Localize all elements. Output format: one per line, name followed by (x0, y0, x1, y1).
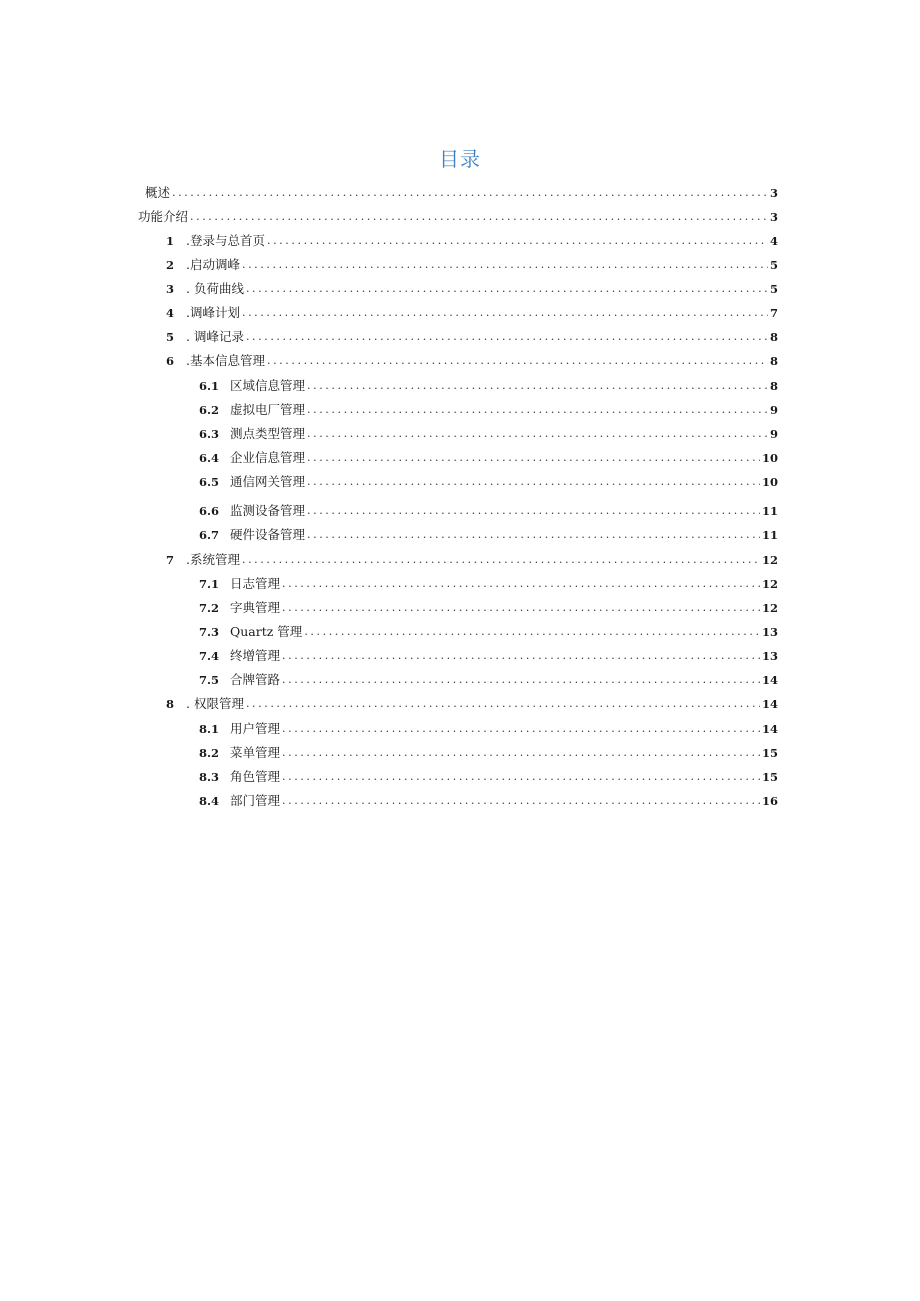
toc-entry[interactable] (138, 207, 778, 227)
toc-entry-label: 通信网关管理 (230, 474, 306, 489)
toc-entry-label: .登录与总首页 (186, 233, 265, 248)
toc-entry-page-number: 15 (761, 770, 778, 784)
toc-entry-number: 2 (166, 258, 175, 272)
toc-entry[interactable] (199, 574, 778, 594)
toc-entry-label: .调峰计划 (186, 305, 240, 320)
toc-entry[interactable] (199, 598, 778, 618)
toc-entry[interactable] (199, 501, 778, 521)
toc-entry[interactable] (199, 791, 778, 811)
toc-entry-label: 概述 (145, 185, 171, 200)
toc-entry-page-number: 16 (761, 794, 778, 808)
toc-entry-label: 合牌管路 (230, 672, 281, 687)
toc-entry-page-number: 8 (769, 379, 778, 393)
toc-entry[interactable] (166, 694, 778, 714)
toc-entry-label: 区域信息管理 (230, 378, 306, 393)
toc-leader-dots (302, 622, 760, 642)
toc-entry-page-number: 12 (761, 553, 778, 567)
toc-entry[interactable] (166, 231, 778, 251)
toc-leader-dots (240, 255, 768, 275)
toc-entry-page-number: 10 (761, 475, 778, 489)
toc-entry-page-number: 4 (769, 234, 778, 248)
toc-entry-label: 硬件设备管理 (230, 527, 306, 542)
toc-entry-number: 4 (166, 306, 175, 320)
toc-entry-label: 角色管理 (230, 769, 281, 784)
toc-entry-number: 7.1 (199, 577, 220, 591)
toc-entry-number: 6.5 (199, 475, 220, 489)
toc-entry-page-number: 14 (761, 722, 778, 736)
toc-entry-page-number: 12 (761, 601, 778, 615)
toc-entry-page-number: 5 (769, 258, 778, 272)
toc-entry-number: 8 (166, 697, 175, 711)
toc-leader-dots (305, 424, 768, 444)
toc-entry-page-number: 3 (769, 210, 778, 224)
toc-title: 目录 (439, 147, 481, 171)
toc-entry[interactable] (166, 255, 778, 275)
toc-entry-number: 8.2 (199, 746, 220, 760)
toc-entry[interactable] (145, 183, 778, 203)
toc-entry-page-number: 14 (761, 697, 778, 711)
toc-entry[interactable] (166, 550, 778, 570)
toc-entry-label: . 权限管理 (186, 696, 244, 711)
toc-entry[interactable] (199, 719, 778, 739)
toc-leader-dots (240, 303, 768, 323)
toc-entry-number: 8.4 (199, 794, 220, 808)
toc-entry-page-number: 15 (761, 746, 778, 760)
toc-entry-number: 7 (166, 553, 175, 567)
toc-entry-label: 虚拟电厂管理 (230, 402, 306, 417)
toc-entry-number: 7.4 (199, 649, 220, 663)
toc-entry[interactable] (199, 646, 778, 666)
toc-entry-page-number: 8 (769, 354, 778, 368)
toc-entry-page-number: 5 (769, 282, 778, 296)
toc-entry-page-number: 11 (761, 504, 778, 518)
toc-leader-dots (305, 400, 768, 420)
toc-entry-label: 企业信息管理 (230, 450, 306, 465)
toc-leader-dots (305, 448, 760, 468)
toc-entry-page-number: 10 (761, 451, 778, 465)
toc-leader-dots (265, 351, 768, 371)
toc-entry-number: 6.7 (199, 528, 220, 542)
toc-entry-page-number: 13 (761, 649, 778, 663)
toc-entry-label: .启动调峰 (186, 257, 240, 272)
toc-leader-dots (280, 767, 760, 787)
toc-entry[interactable] (166, 279, 778, 299)
toc-entry-number: 3 (166, 282, 175, 296)
toc-entry-label: .基本信息管理 (186, 353, 265, 368)
toc-leader-dots (280, 574, 760, 594)
toc-entry[interactable] (199, 400, 778, 420)
toc-entry-number: 6 (166, 354, 175, 368)
toc-leader-dots (188, 207, 768, 227)
toc-leader-dots (170, 183, 768, 203)
toc-entry-label: .系统管理 (186, 552, 240, 567)
toc-leader-dots (305, 525, 760, 545)
toc-entry-label: . 调峰记录 (186, 329, 244, 344)
toc-entry-number: 8.3 (199, 770, 220, 784)
toc-entry[interactable] (199, 670, 778, 690)
toc-entry-label: Quartz 管理 (230, 624, 303, 639)
toc-leader-dots (265, 231, 768, 251)
toc-entry-number: 6.6 (199, 504, 220, 518)
toc-leader-dots (280, 743, 760, 763)
toc-entry-page-number: 13 (761, 625, 778, 639)
toc-entry-number: 1 (166, 234, 175, 248)
toc-entry-label: 测点类型管理 (230, 426, 306, 441)
toc-entry-label: 字典管理 (230, 600, 281, 615)
toc-entry-number: 7.3 (199, 625, 220, 639)
toc-entry-label: 日志管理 (230, 576, 281, 591)
toc-entry-number: 6.2 (199, 403, 220, 417)
toc-entry-page-number: 9 (769, 403, 778, 417)
toc-leader-dots (244, 327, 768, 347)
toc-leader-dots (280, 670, 760, 690)
toc-entry-page-number: 9 (769, 427, 778, 441)
toc-entry[interactable] (199, 525, 778, 545)
toc-entry-number: 7.5 (199, 673, 220, 687)
toc-entry-number: 8.1 (199, 722, 220, 736)
toc-entry-number: 5 (166, 330, 175, 344)
toc-entry[interactable] (166, 303, 778, 323)
toc-leader-dots (280, 791, 760, 811)
toc-entry[interactable] (199, 472, 778, 492)
toc-entry-page-number: 11 (761, 528, 778, 542)
toc-leader-dots (280, 646, 760, 666)
toc-entry[interactable] (199, 376, 778, 396)
toc-entry-number: 6.1 (199, 379, 220, 393)
toc-entry-label: 菜单管理 (230, 745, 281, 760)
toc-leader-dots (280, 598, 760, 618)
toc-leader-dots (244, 694, 760, 714)
toc-entry-label: 监测设备管理 (230, 503, 306, 518)
toc-entry-label: 功能介绍 (138, 209, 189, 224)
toc-entry[interactable] (199, 424, 778, 444)
toc-leader-dots (305, 501, 760, 521)
toc-leader-dots (240, 550, 760, 570)
toc-entry-page-number: 12 (761, 577, 778, 591)
toc-entry-number: 7.2 (199, 601, 220, 615)
toc-entry-number: 6.4 (199, 451, 220, 465)
toc-entry-label: 终增管理 (230, 648, 281, 663)
toc-entry[interactable] (199, 767, 778, 787)
toc-entry[interactable] (166, 327, 778, 347)
toc-entry-page-number: 14 (761, 673, 778, 687)
toc-leader-dots (305, 376, 768, 396)
toc-leader-dots (244, 279, 768, 299)
toc-entry-label: 部门管理 (230, 793, 281, 808)
toc-entry[interactable] (166, 351, 778, 371)
toc-entry[interactable] (199, 622, 778, 642)
toc-entry-label: 用户管理 (230, 721, 281, 736)
toc-entry-page-number: 8 (769, 330, 778, 344)
toc-entry-page-number: 3 (769, 186, 778, 200)
toc-entry-label: . 负荷曲线 (186, 281, 244, 296)
toc-leader-dots (280, 719, 760, 739)
toc-entry[interactable] (199, 448, 778, 468)
toc-leader-dots (305, 472, 760, 492)
toc-entry-page-number: 7 (769, 306, 778, 320)
toc-entry[interactable] (199, 743, 778, 763)
toc-entry-number: 6.3 (199, 427, 220, 441)
